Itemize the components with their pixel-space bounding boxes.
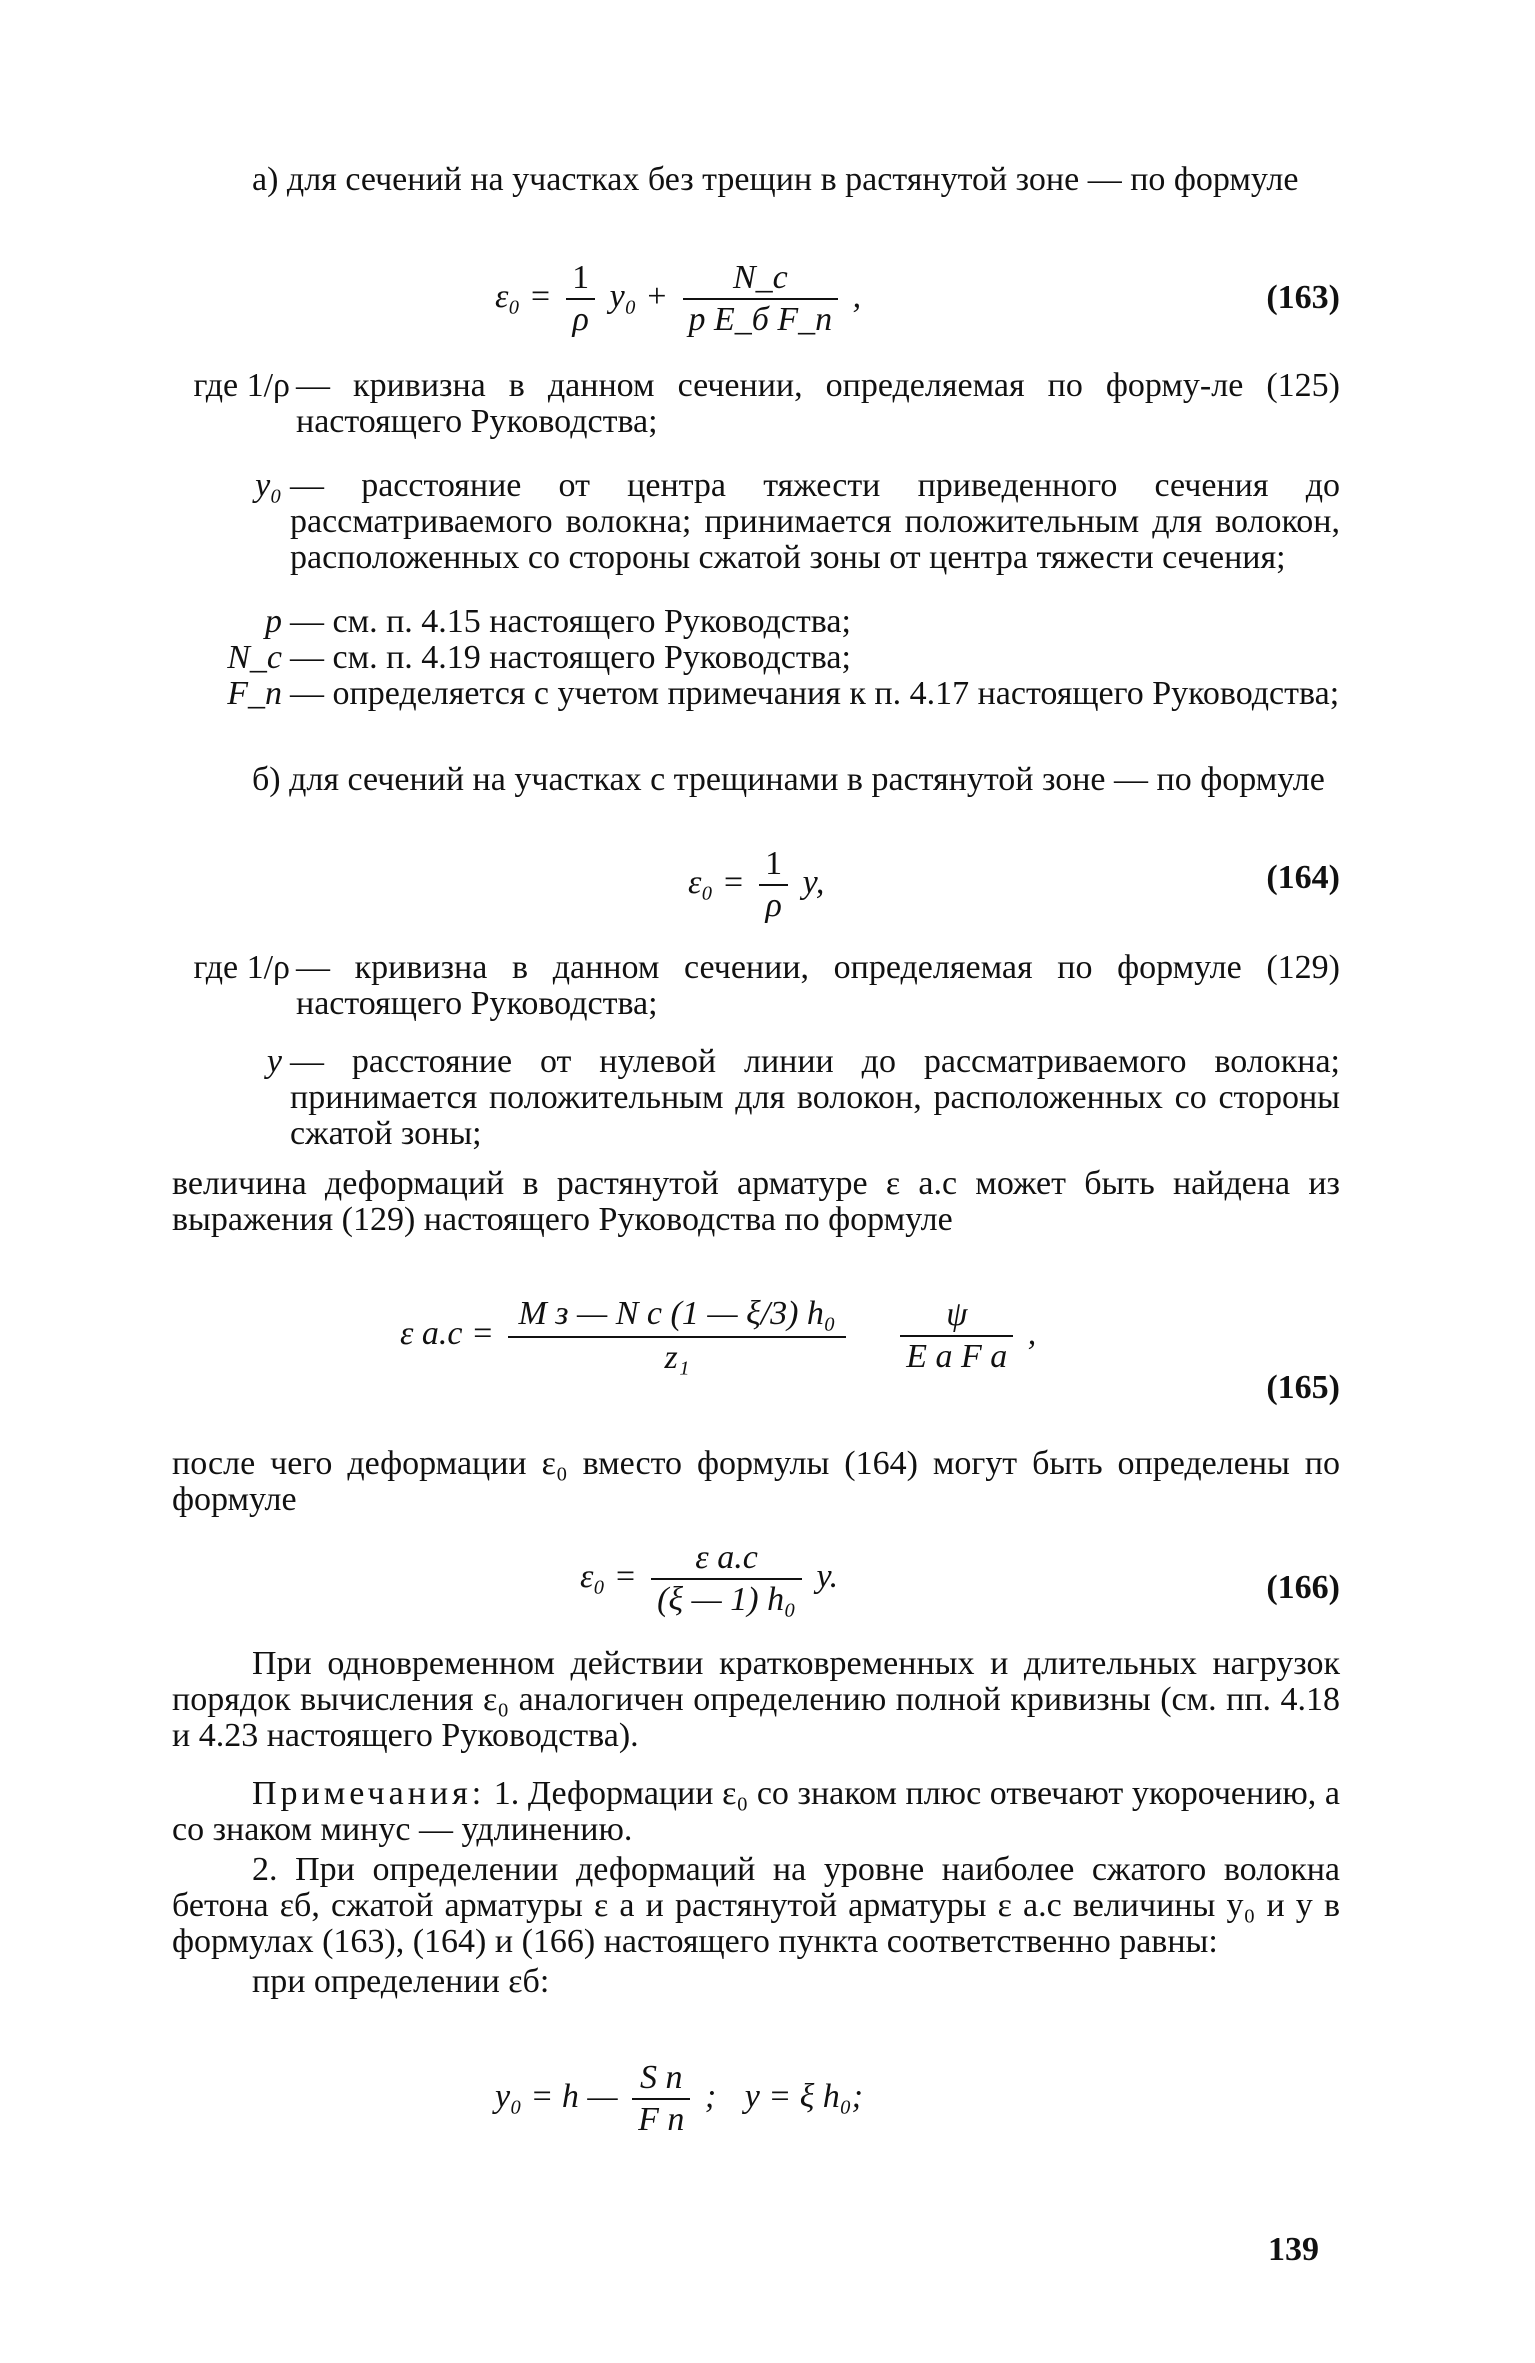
paragraph-d [172, 1446, 1340, 1518]
paragraph-e-text: При одновременном действии кратковременных и длительных нагрузок порядок вычисления ε₀ аналогичен определению полной кривизны (см. пп. 4.18 и 4.23 настоящего Руководства). [172, 1645, 1340, 1754]
eq163-lhs: ε₀ = [495, 277, 552, 315]
where-b-item-1 [172, 950, 1340, 1030]
eq164-tail: y, [802, 863, 825, 901]
where-b-symbol-1: где 1/ρ [193, 949, 290, 986]
where-a-text-3: — см. п. 4.15 настоящего Руководства; [290, 603, 851, 640]
paragraph-e [172, 1646, 1340, 1754]
note-label: Примечания: [252, 1775, 486, 1812]
paragraph-c [172, 1166, 1340, 1238]
equation-163 [495, 260, 861, 338]
where-b-symbol-2: y [266, 1043, 282, 1080]
paragraph-b [172, 762, 1340, 798]
equation-164 [688, 846, 824, 924]
page-number: 139 [1268, 2231, 1319, 2268]
eq166-number: (166) [1266, 1569, 1340, 1606]
note-1 [172, 1776, 1340, 1848]
paragraph-a [172, 162, 1340, 198]
eq164-fraction: $\frac{1}{\rho}$ [759, 846, 788, 924]
eq166-lhs: ε₀ = [580, 1557, 637, 1595]
eq163-number: (163) [1266, 279, 1340, 316]
where-a-symbol-3: p [265, 603, 282, 640]
eq-last-fraction: $\frac{\text{S п}}{\text{F п}}$ [632, 2060, 690, 2138]
equation-y0 [495, 2060, 863, 2138]
where-a-item-4 [172, 640, 1340, 676]
eq165-tail: , [1027, 1314, 1037, 1352]
equation-166 [580, 1540, 838, 1618]
where-b-text-2: — расстояние от нулевой линии до рассматриваемого волокна; принимается положительным для волокон, расположенных со стороны сжатой зоны; [290, 1043, 1340, 1152]
eq-last-rhs: y = ξ h₀; [744, 2077, 863, 2115]
eq165-fraction-1: $\frac{\text{M з — N c (1 — ξ/3) h₀}}{\text{z₁}}$ [508, 1296, 845, 1376]
eq164-number: (164) [1266, 859, 1340, 896]
notes-block [172, 1776, 1340, 2000]
where-a-text-1: — кривизна в данном сечении, определяемая по форму-ле (125) настоящего Руководства; [296, 367, 1340, 440]
where-a-item-1 [172, 368, 1340, 448]
where-a-symbol-5: F_п [227, 675, 282, 712]
eq163-fraction-1: $\frac{1}{\rho}$ [566, 260, 595, 338]
eq-last-separator: ; [704, 2077, 717, 2115]
note-3: при определении εб: [252, 1963, 550, 2000]
eq165-fraction-2: $\frac{\psi}{\text{E а F а}}$ [900, 1297, 1013, 1375]
where-a-symbol-4: N_c [227, 639, 282, 676]
where-a-item-5 [172, 676, 1340, 748]
where-a-symbol-1: где 1/ρ [193, 367, 290, 404]
eq163-tail: , [852, 277, 862, 315]
where-b-text-1: — кривизна в данном сечении, определяемая по формуле (129) настоящего Руководства; [296, 949, 1340, 1022]
eq166-tail: y. [816, 1557, 839, 1595]
eq166-fraction: $\frac{\text{ε а.с}}{\text{(ξ — 1) h₀}}$ [651, 1540, 802, 1618]
paragraph-c-text: величина деформаций в растянутой арматуре ε а.с может быть найдена из выражения (129) настоящего Руководства по формуле [172, 1165, 1340, 1238]
where-a-text-5: — определяется с учетом примечания к п. 4.17 настоящего Руководства; [290, 675, 1340, 712]
where-a-text-2: — расстояние от центра тяжести приведенного сечения до рассматриваемого волокна; принимается положительным для волокон, расположенных со стороны сжатой зоны от центра тяжести сечения; [290, 467, 1340, 576]
note-1-text: 1. Деформации ε₀ со знаком плюс отвечают укорочению, а со знаком минус — удлинению. [172, 1775, 1340, 1848]
paragraph-b-text: б) для сечений на участках с трещинами в растянутой зоне — по формуле [252, 761, 1325, 798]
eq163-fraction-2: $\frac{N\_c}{\text{p E\_б F\_п}}$ [683, 260, 839, 338]
paragraph-a-text: а) для сечений на участках без трещин в растянутой зоне — по формуле [252, 161, 1299, 198]
where-a-symbol-2: y₀ [255, 467, 282, 504]
where-a-item-3 [172, 604, 1340, 640]
eq165-lhs: ε а.с = [400, 1314, 494, 1352]
eq165-number: (165) [1266, 1369, 1340, 1406]
equation-165 [400, 1296, 1036, 1376]
where-a-text-4: — см. п. 4.19 настоящего Руководства; [290, 639, 851, 676]
where-b-item-2 [172, 1044, 1340, 1154]
note-2: 2. При определении деформаций на уровне наиболее сжатого волокна бетона εб, сжатой арматуры ε а и растянутой арматуры ε а.с величины y₀ и y в формулах (163), (164) и (166) настоящего пункта соответственно равны: [172, 1851, 1340, 1960]
eq164-lhs: ε₀ = [688, 863, 745, 901]
paragraph-d-text: после чего деформации ε₀ вместо формулы (164) могут быть определены по формуле [172, 1445, 1340, 1518]
eq163-middle: y₀ + [609, 277, 669, 315]
where-a-item-2 [172, 468, 1340, 598]
eq-last-lhs: y₀ = h — [495, 2077, 618, 2115]
